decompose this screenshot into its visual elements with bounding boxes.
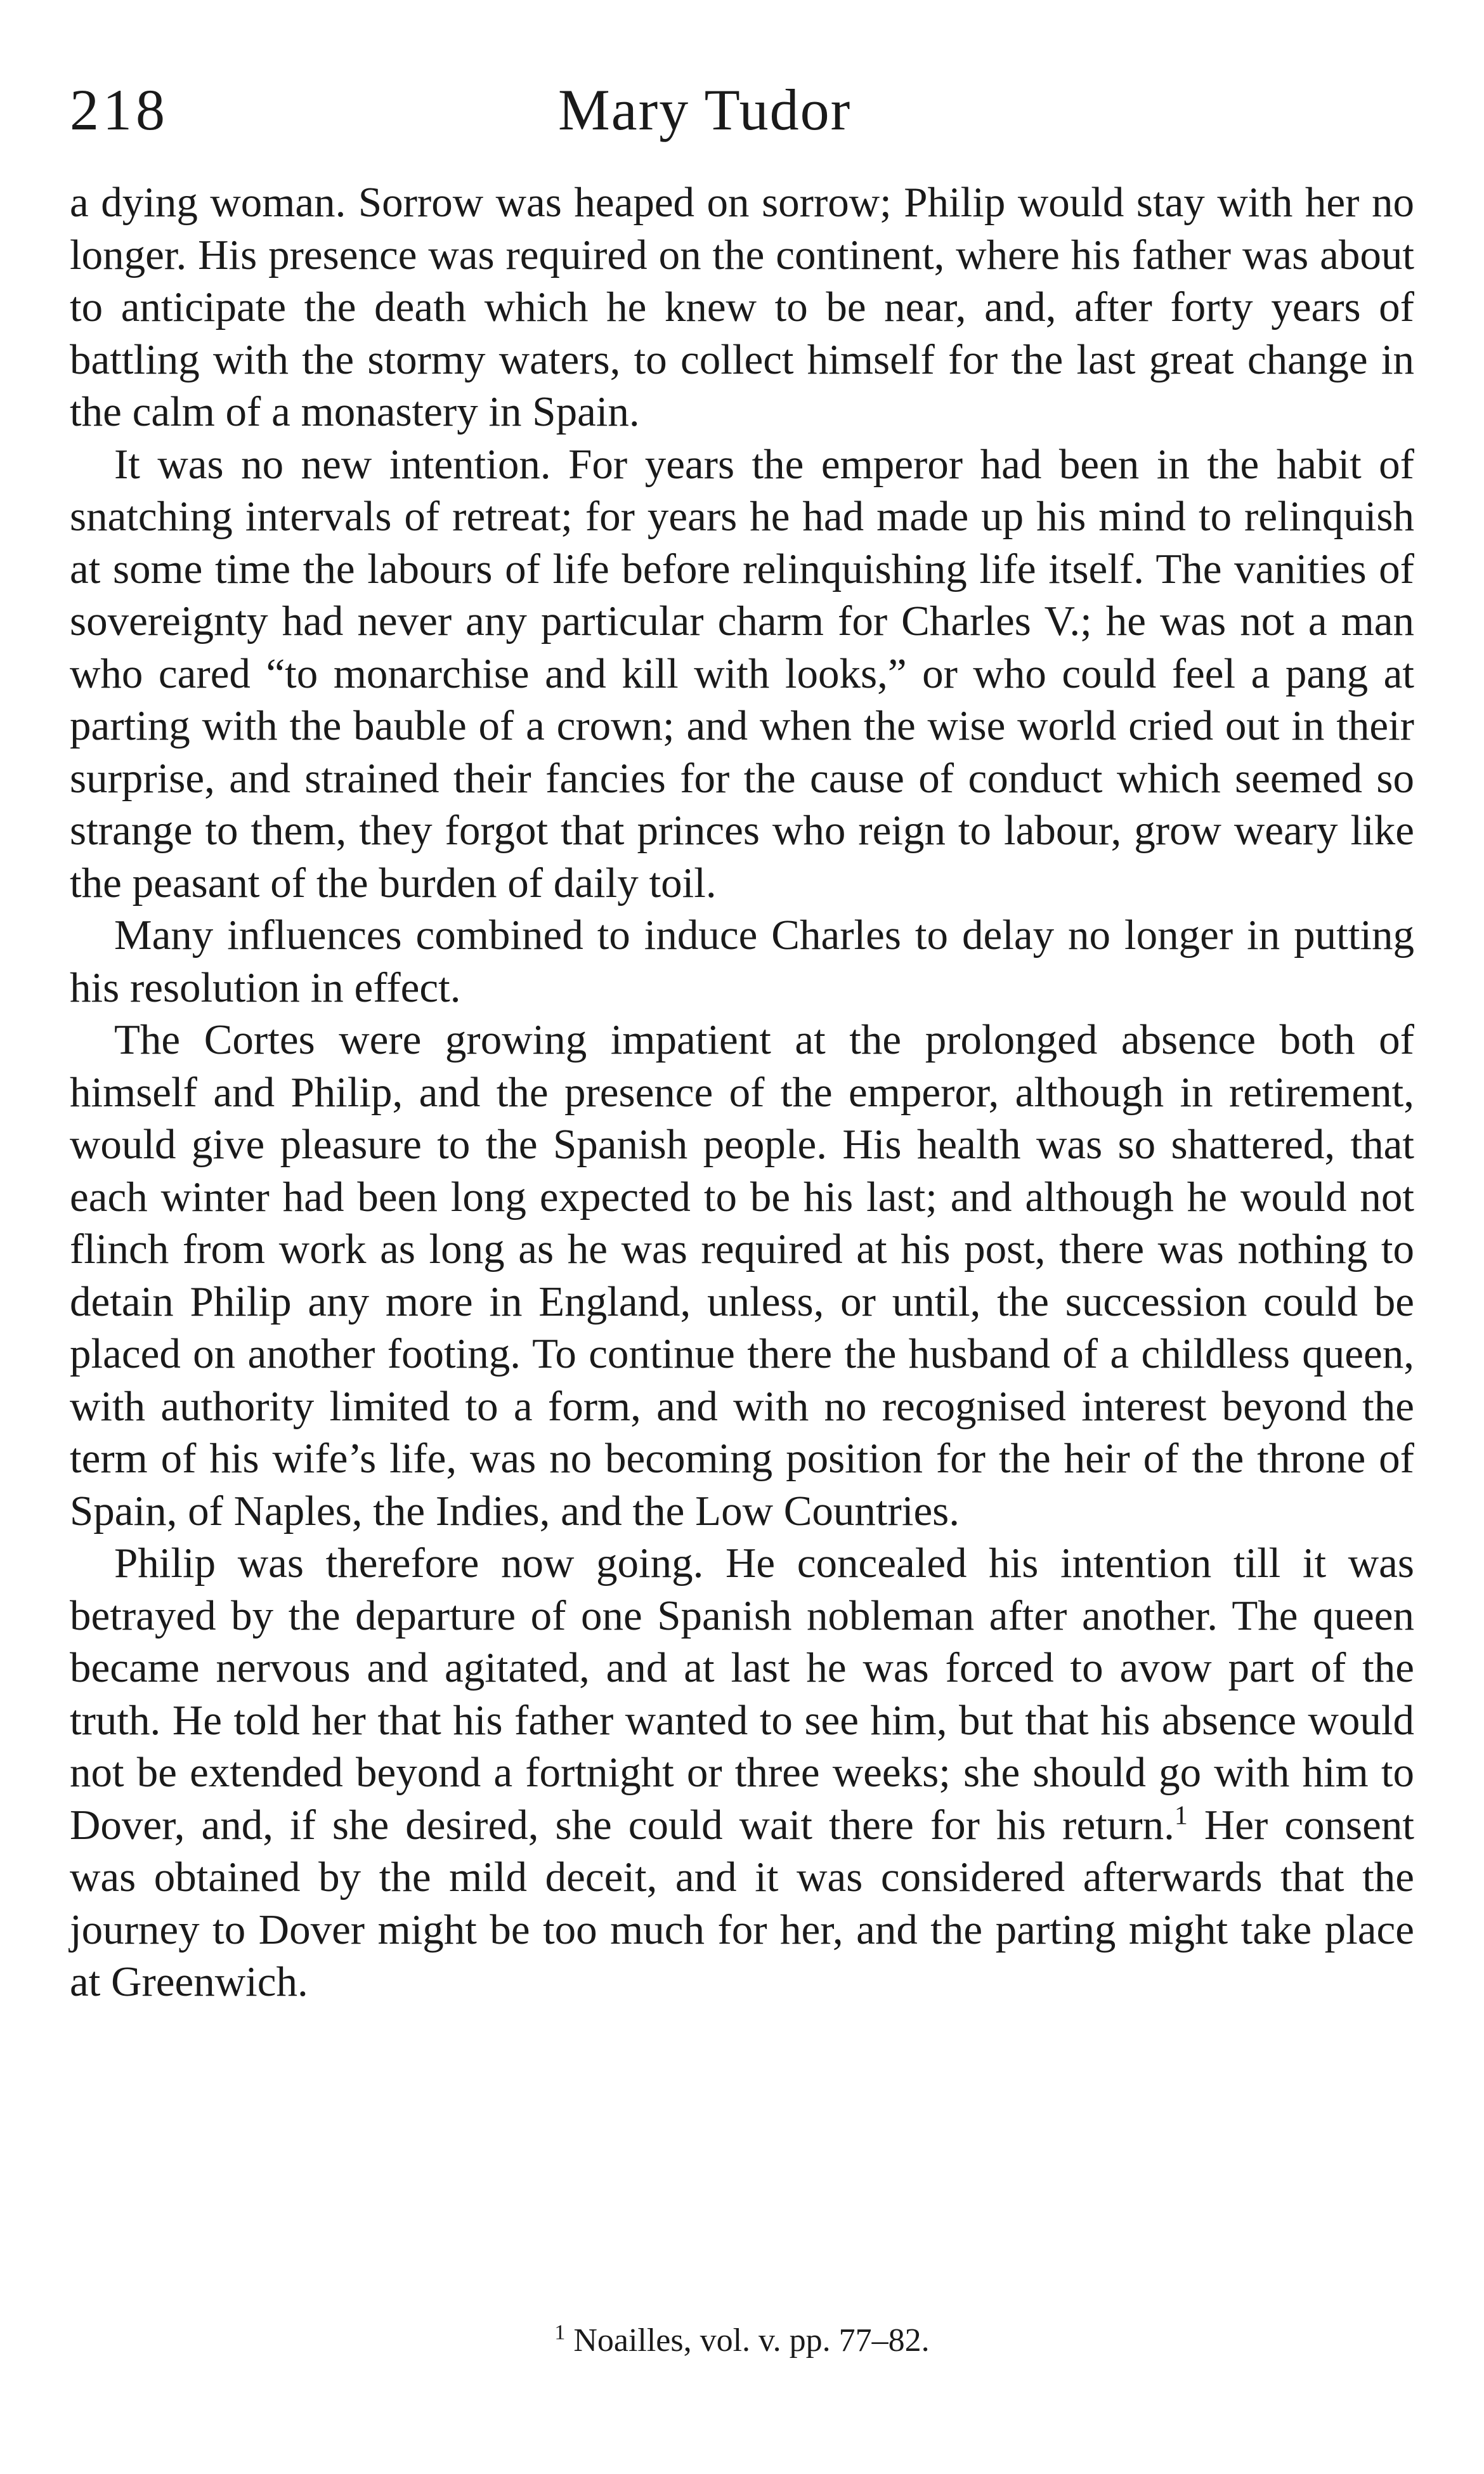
paragraph-emperor-intention: It was no new intention. For years the emperor had been in the habit of snatching intervals of retreat; for years he had made up his mind to relinquish at some time the labours of life before relinquishing life itself. The vanities of sovereignty had never any particular charm for Charles V.; he was not a man who cared “to monarchise and kill with looks,” or who could feel a pang at parting with the bauble of a crown; and when the wise world cried out in their surprise, and strained their fancies for the cause of conduct which seemed so strange to them, they forgot that princes who reign to labour, grow weary like the peasant of the burden of daily toil.	[70, 440, 1414, 906]
footnote-reference: 1	[1174, 1801, 1188, 1831]
paragraph-philip-going	[70, 1537, 1414, 2008]
paragraph-text-before-note: Philip was therefore now going. He concealed his intention till it was betrayed by the departure of one Spanish nobleman after another. The queen became nervous and agitated, and at last he was forced to avow part of the truth. He told her that his father wanted to see him, but that his absence would not be extended beyond a fortnight or three weeks; she should go with him to Dover, and, if she desired, she could wait there for his return.	[70, 1540, 1414, 1849]
footnote	[70, 2322, 1414, 2359]
footnote-text: Noailles, vol. v. pp. 77–82.	[565, 2322, 930, 2359]
paragraph-text-after-note: Her consent was obtained by the mild deceit, and it was considered afterwards that the journey to Dover might be too much for her, and the parting might take place at Greenwich.	[70, 1801, 1414, 2005]
paragraph-continuation: a dying woman. Sorrow was heaped on sorrow; Philip would stay with her no longer. His presence was required on the continent, where his father was about to anticipate the death which he knew to be near, and, after forty years of battling with the stormy waters, to collect himself for the last great change in the calm of a monastery in Spain.	[70, 179, 1414, 435]
footnote-marker: 1	[554, 2320, 566, 2345]
page-number: 218	[70, 77, 169, 142]
page-header	[70, 70, 1414, 152]
paragraph-influences: Many influences combined to induce Charles to delay no longer in putting his resolution in effect.	[70, 912, 1414, 1011]
paragraph-cortes: The Cortes were growing impatient at the prolonged absence both of himself and Philip, and the presence of the emperor, although in retirement, would give pleasure to the Spanish people. His health was so shattered, that each winter had been long expected to be his last; and although he would not flinch from work as long as he was required at his post, there was nothing to detain Philip any more in England, unless, or until, the succession could be placed on another footing. To continue there the husband of a childless queen, with authority limited to a form, and with no recognised interest beyond the term of his wife’s life, was no becoming position for the heir of the throne of Spain, of Naples, the Indies, and the Low Countries.	[70, 1016, 1414, 1535]
body-text	[70, 176, 1414, 2008]
book-page	[70, 70, 1414, 2417]
running-title: Mary Tudor	[558, 77, 852, 142]
